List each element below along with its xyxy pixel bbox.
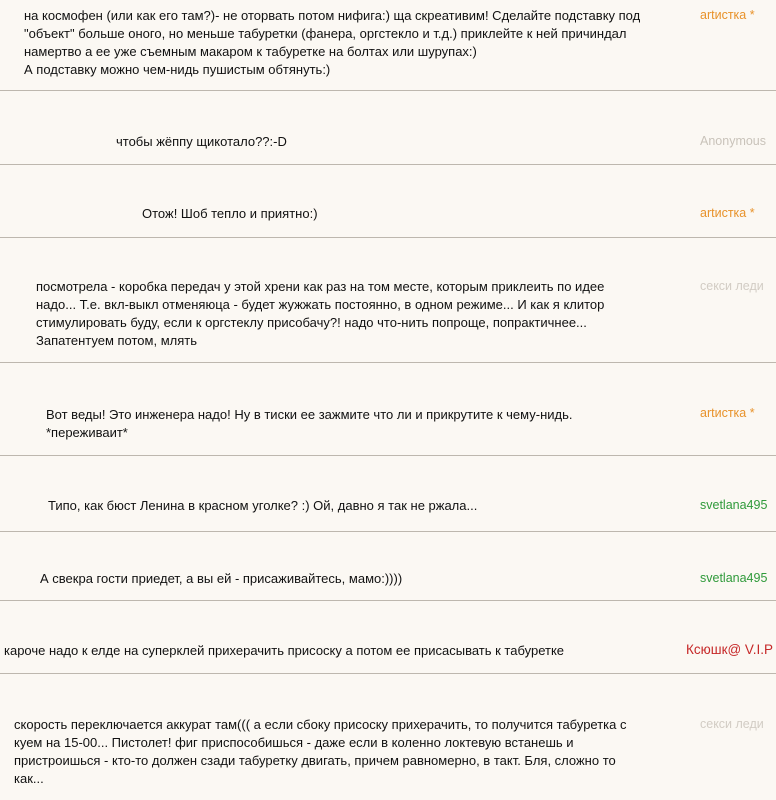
comment-line: надо... Т.е. вкл-выкл отменяюца - будет жужжать постоянно, в одном режиме... И как я клитор (36, 297, 605, 312)
comment-line: *переживаит* (46, 425, 128, 440)
comment-author-link[interactable]: секси леди (700, 279, 764, 293)
comment-text (36, 278, 604, 350)
comment-line: куем на 15-00... Пистолет! фиг приспособишься - даже если в коленно локтевую встанешь и (14, 735, 574, 750)
comment-author-link[interactable]: секси леди (700, 717, 764, 731)
comment-text (142, 205, 318, 223)
comment-author-link[interactable]: svetlana495 (700, 571, 768, 585)
comment-line: Вот веды! Это инженера надо! Ну в тиски ее зажмите что ли и прикрутите к чему-нидь. (46, 407, 573, 422)
comment-line: чтобы жёппу щикотало??:-D (116, 134, 287, 149)
comment-line: как... (14, 771, 44, 786)
comment-line: Типо, как бюст Ленина в красном уголке? :) Ой, давно я так не ржала... (48, 498, 478, 513)
comment-text (48, 497, 477, 515)
comment-author-link[interactable]: Ксюшк@ V.I.P (686, 642, 773, 657)
comment-line: кароче надо к елде на суперклей прихерачить присоску а потом ее присасывать к табуретке (4, 643, 565, 658)
comment-author-link[interactable]: svetlana495 (700, 498, 768, 512)
comment (0, 601, 776, 673)
comment-text (46, 406, 572, 442)
comment-line: Запатентуем потом, млять (36, 333, 197, 348)
comment-text (14, 716, 627, 788)
comment-line: "объект" больше оного, но меньше табуретки (фанера, оргстекло и т.д.) приклейте к ней причиндал (24, 26, 627, 41)
comment-author-link[interactable]: artистка * (700, 8, 755, 22)
comment (0, 456, 776, 531)
comment-line: А подставку можно чем-нидь пушистым обтянуть:) (24, 62, 331, 77)
comment (0, 0, 776, 88)
comment-line: намертво а ее уже съемным макаром к табуретке на болтах или шурупах:) (24, 44, 477, 59)
comment (0, 238, 776, 362)
comment-line: пристроишься - кто-то должен сзади табуретку двигать, причем равномерно, в такт. Бля, сложно то (14, 753, 616, 768)
comment (0, 674, 776, 800)
comment-text (40, 570, 402, 588)
comment (0, 165, 776, 237)
comment-author-link[interactable]: Anonymous (700, 134, 767, 148)
comment (0, 363, 776, 455)
comment-line: Отож! Шоб тепло и приятно:) (142, 206, 318, 221)
comment-author-link[interactable]: artистка * (700, 406, 755, 420)
comment-line: скорость переключается аккурат там((( а если сбоку присоску прихерачить, то получится табуретка с (14, 717, 627, 732)
comment-text (24, 7, 640, 79)
comment (0, 532, 776, 600)
comment-text (116, 133, 287, 151)
comment-line: на космофен (или как его там?)- не оторвать потом нифига:) ща скреативим! Сделайте подставку под (24, 8, 641, 23)
comment-text (4, 642, 564, 660)
comment-line: А свекра гости приедет, а вы ей - присаживайтесь, мамо:)))) (40, 571, 403, 586)
comment-author-link[interactable]: artистка * (700, 206, 755, 220)
comment (0, 91, 776, 164)
comment-line: посмотрела - коробка передач у этой хрени как раз на том месте, которым приклеить по идее (36, 279, 605, 294)
comment-line: стимулировать буду, если к оргстеклу присобачу?! надо что-нить попроще, попрактичнее... (36, 315, 587, 330)
